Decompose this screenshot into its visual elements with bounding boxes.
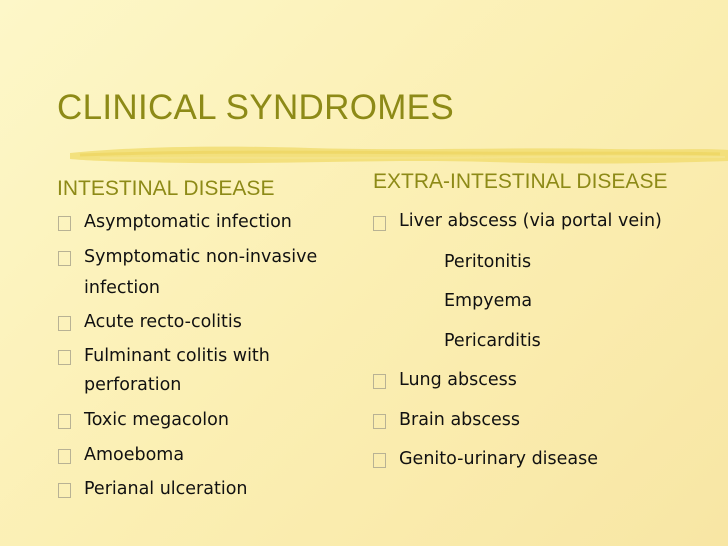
list-item: Amoeboma: [84, 445, 185, 465]
list-item: Liver abscess (via portal vein): [399, 211, 662, 231]
list-item: Toxic megacolon: [84, 410, 229, 430]
empty-square-bullet-icon: [373, 453, 386, 468]
list-item: Perianal ulceration: [84, 479, 248, 499]
empty-square-bullet-icon: [58, 216, 71, 231]
empty-square-bullet-icon: [58, 251, 71, 266]
empty-square-bullet-icon: [58, 483, 71, 498]
brush-stroke-divider: [70, 139, 728, 169]
list-item: Fulminant colitis with: [84, 346, 270, 366]
empty-square-bullet-icon: [58, 316, 71, 331]
list-item: Genito-urinary disease: [399, 449, 599, 469]
empty-square-bullet-icon: [58, 414, 71, 429]
list-item: Symptomatic non-invasive: [84, 247, 318, 267]
sub-list-item: Peritonitis: [444, 252, 532, 272]
list-item: Acute recto-colitis: [84, 312, 242, 332]
empty-square-bullet-icon: [58, 350, 71, 365]
empty-square-bullet-icon: [58, 449, 71, 464]
slide-title: CLINICAL SYNDROMES: [57, 88, 454, 127]
sub-list-item: Pericarditis: [444, 331, 541, 351]
intestinal-disease-heading: INTESTINAL DISEASE: [57, 177, 275, 200]
empty-square-bullet-icon: [373, 374, 386, 389]
empty-square-bullet-icon: [373, 414, 386, 429]
extra-intestinal-disease-heading: EXTRA-INTESTINAL DISEASE: [373, 170, 668, 193]
sub-list-item: Empyema: [444, 291, 533, 311]
list-item: Lung abscess: [399, 370, 517, 390]
list-item: Brain abscess: [399, 410, 521, 430]
list-item-continuation: perforation: [84, 375, 182, 395]
empty-square-bullet-icon: [373, 216, 386, 231]
list-item-continuation: infection: [84, 278, 161, 298]
list-item: Asymptomatic infection: [84, 212, 292, 232]
